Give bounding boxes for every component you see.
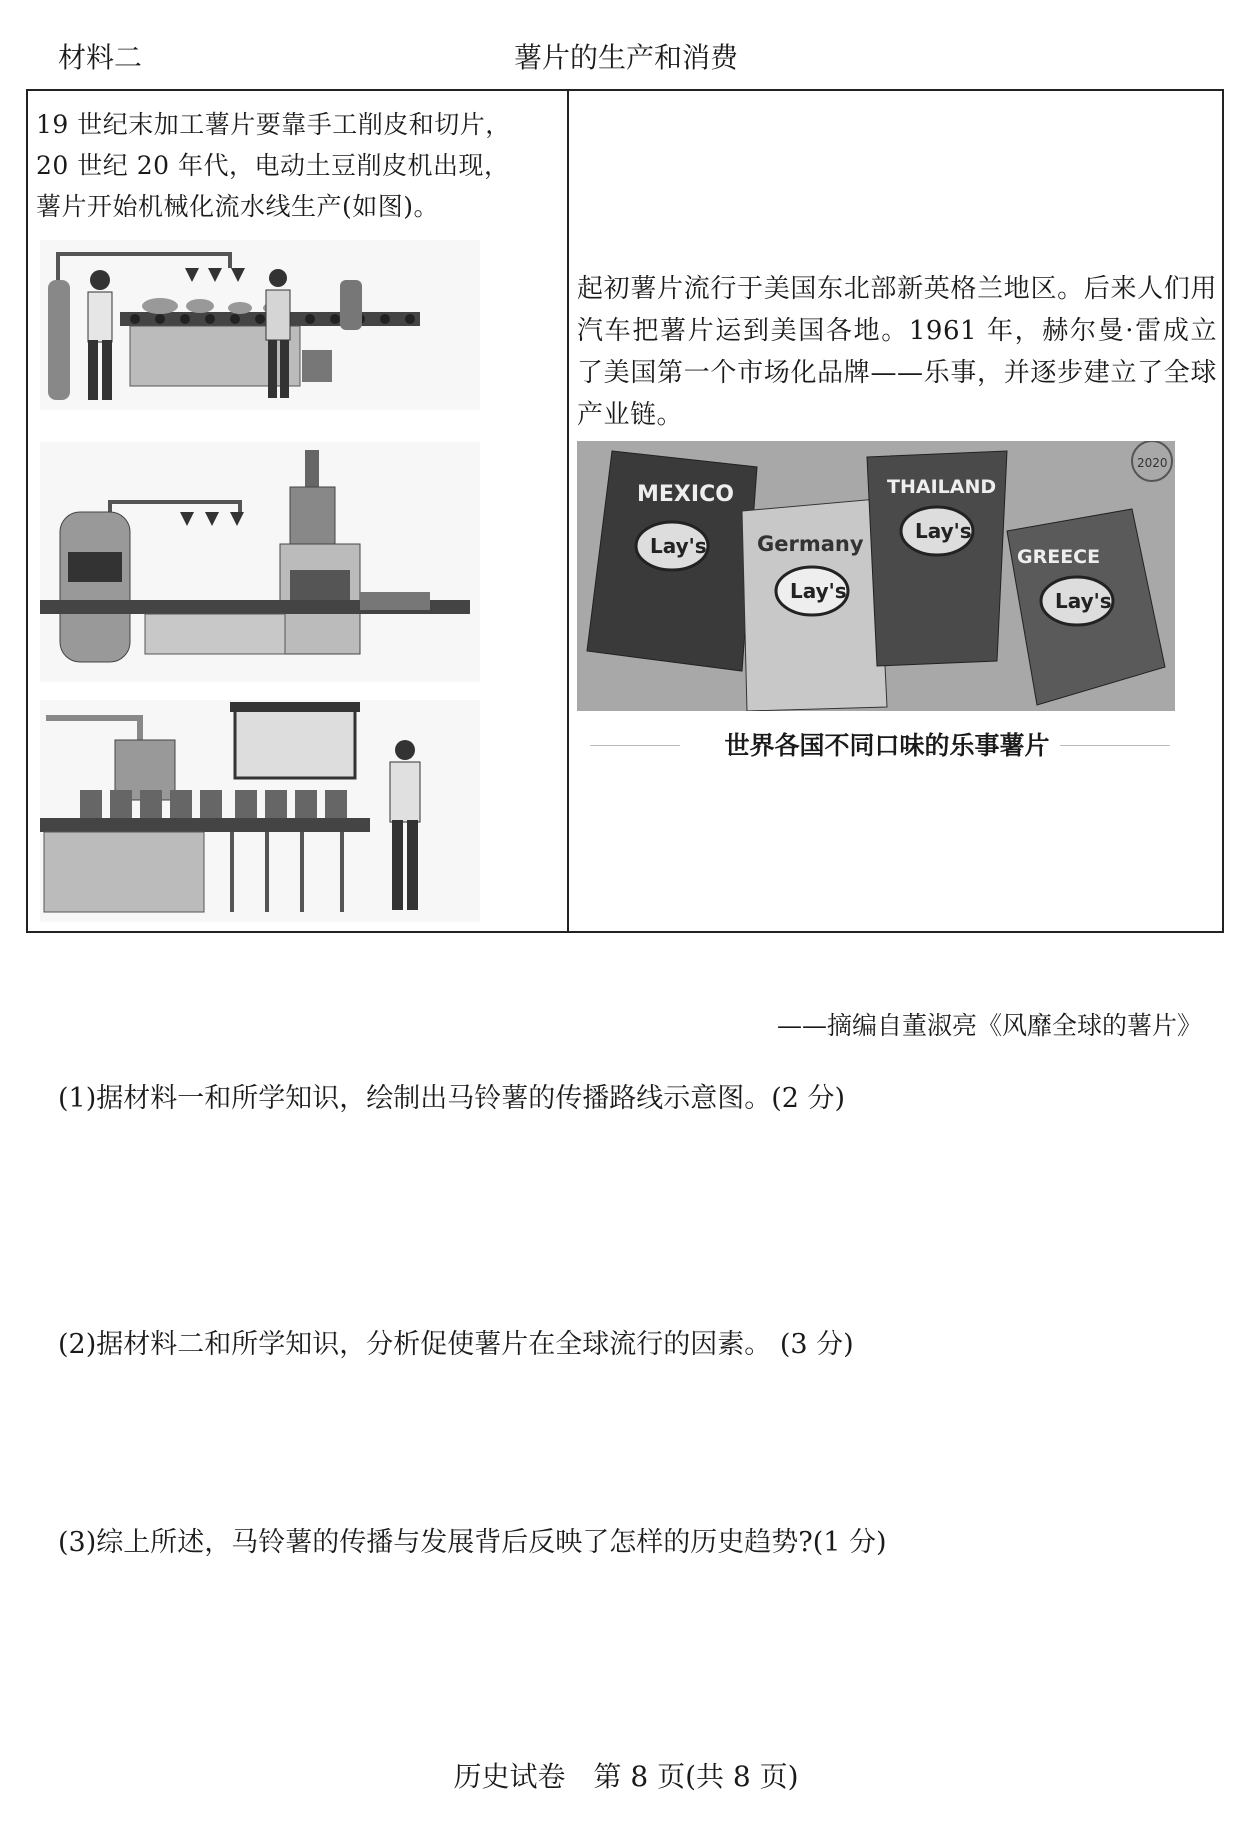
chip-bag-mexico	[587, 451, 757, 671]
question-1: (1)据材料一和所学知识，绘制出马铃薯的传播路线示意图。(2 分)	[58, 1083, 846, 1114]
bag-label-greece: GREECE	[1017, 546, 1101, 568]
assembly-line-illustration-1	[40, 240, 480, 410]
chip-bag-thailand	[867, 451, 1007, 666]
production-text-line: 薯片开始机械化流水线生产(如图)。	[36, 192, 440, 221]
photo-caption: 世界各国不同口味的乐事薯片	[724, 731, 1050, 760]
material-label: 材料二	[58, 41, 143, 74]
table-divider	[567, 89, 569, 933]
question-2: (2)据材料二和所学知识，分析促使薯片在全球流行的因素。 (3 分)	[58, 1329, 854, 1360]
production-text	[36, 104, 556, 227]
brand-logo-text: Lay's	[650, 534, 707, 558]
page-title: 薯片的生产和消费	[513, 41, 738, 74]
chip-bag-germany	[742, 499, 887, 711]
production-text-line: 19 世纪末加工薯片要靠手工削皮和切片，	[36, 110, 511, 139]
source-citation: ——摘编自董淑亮《风靡全球的薯片》	[776, 1011, 1202, 1040]
question-3: (3)综上所述，马铃薯的传播与发展背后反映了怎样的历史趋势?(1 分)	[58, 1527, 887, 1558]
brand-logo-text: Lay's	[790, 579, 847, 603]
bag-label-germany: Germany	[757, 532, 864, 556]
assembly-line-illustration-2	[40, 442, 480, 682]
brand-logo-text: Lay's	[1055, 589, 1112, 613]
production-text-line: 20 世纪 20 年代，电动土豆削皮机出现，	[36, 151, 510, 180]
stamp-text: 2020	[1137, 456, 1168, 470]
bag-label-thailand: THAILAND	[887, 476, 997, 498]
lays-chips-photo	[577, 441, 1175, 711]
bag-label-mexico: MEXICO	[637, 482, 734, 507]
page-footer: 历史试卷 第 8 页(共 8 页)	[453, 1760, 799, 1793]
brand-logo-text: Lay's	[915, 519, 972, 543]
assembly-line-illustration-3	[40, 700, 480, 922]
consumption-text: 起初薯片流行于美国东北部新英格兰地区。后来人们用汽车把薯片运到美国各地。1961 年，赫尔曼·雷成立了美国第一个市场化品牌——乐事，并逐步建立了全球产业链。	[577, 274, 1217, 430]
